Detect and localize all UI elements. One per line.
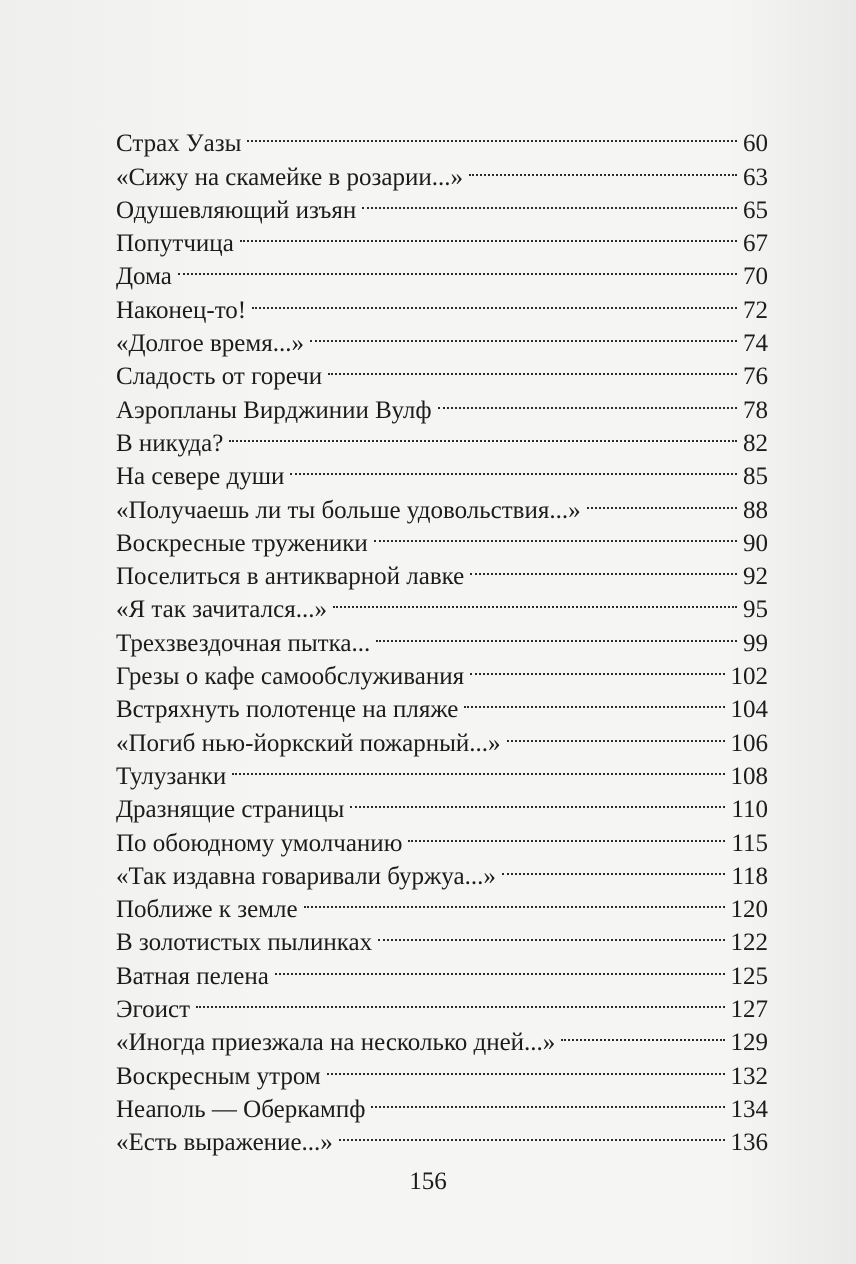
toc-entry-title: «Иногда приезжала на несколько дней...»	[116, 1029, 556, 1057]
toc-entry-page: 72	[743, 296, 768, 324]
toc-leader-dots	[240, 218, 737, 251]
toc-entry-page: 99	[743, 629, 768, 657]
toc-entry-page: 108	[730, 762, 768, 790]
toc-entry	[116, 118, 768, 158]
toc-leader-dots	[378, 917, 724, 950]
toc-entry	[116, 1017, 768, 1057]
toc-entry-page: 106	[730, 729, 768, 757]
toc-entry-title: Одушевляющий изъян	[116, 196, 357, 224]
toc-entry-title: Попутчица	[116, 230, 234, 258]
toc-leader-dots	[247, 118, 737, 151]
toc-leader-dots	[376, 617, 737, 650]
toc-entry-page: 122	[730, 929, 768, 957]
toc-leader-dots	[502, 851, 726, 884]
toc-entry-page: 78	[743, 396, 768, 424]
toc-entry-title: Дома	[116, 263, 172, 291]
toc-entry-title: Воскресные труженики	[116, 529, 368, 557]
toc-leader-dots	[374, 518, 737, 551]
table-of-contents	[116, 118, 768, 1157]
toc-leader-dots	[252, 284, 737, 317]
toc-entry-page: 60	[743, 130, 768, 158]
toc-leader-dots	[196, 984, 724, 1017]
toc-leader-dots	[469, 151, 737, 184]
toc-entry-title: «Так издавна говаривали буржуа...»	[116, 862, 496, 890]
toc-entry-title: Поближе к земле	[116, 896, 298, 924]
toc-entry-page: 63	[743, 163, 768, 191]
toc-entry-title: «Сижу на скамейке в розарии...»	[116, 163, 463, 191]
toc-leader-dots	[229, 418, 737, 451]
toc-entry-title: Дразнящие страницы	[116, 796, 345, 824]
toc-entry-page: 129	[730, 1029, 768, 1057]
toc-entry-page: 125	[730, 962, 768, 990]
toc-entry-title: Трехзвездочная пытка...	[116, 629, 371, 657]
toc-entry-page: 90	[743, 529, 768, 557]
toc-leader-dots	[438, 384, 737, 417]
toc-entry-page: 95	[743, 596, 768, 624]
toc-entry-title: Наконец-то!	[116, 296, 247, 324]
toc-entry-title: Неаполь — Оберкампф	[116, 1095, 366, 1123]
toc-leader-dots	[178, 251, 737, 284]
toc-leader-dots	[408, 817, 725, 850]
toc-entry-page: 102	[730, 663, 768, 691]
toc-entry-page: 120	[730, 896, 768, 924]
toc-entry-page: 136	[730, 1129, 768, 1157]
toc-entry-page: 65	[743, 196, 768, 224]
toc-leader-dots	[339, 1117, 725, 1150]
toc-entry-title: «Есть выражение...»	[116, 1129, 333, 1157]
toc-entry	[116, 251, 768, 291]
toc-entry-page: 110	[731, 796, 768, 824]
toc-entry-title: Эгоист	[116, 996, 191, 1024]
toc-entry-title: «Погиб нью-йоркский пожарный...»	[116, 729, 501, 757]
toc-entry-page: 74	[743, 330, 768, 358]
toc-entry-page: 134	[730, 1095, 768, 1123]
toc-entry-title: «Я так зачитался...»	[116, 596, 327, 624]
toc-entry-title: Ватная пелена	[116, 962, 269, 990]
toc-entry-title: По обоюдному умолчанию	[116, 829, 403, 857]
toc-leader-dots	[587, 484, 737, 517]
toc-entry-title: Сладость от горечи	[116, 363, 323, 391]
toc-entry-title: Грезы о кафе самообслуживания	[116, 663, 465, 691]
toc-leader-dots	[470, 551, 737, 584]
toc-entry-title: В золотистых пылинках	[116, 929, 373, 957]
toc-leader-dots	[362, 185, 737, 218]
toc-entry-title: В никуда?	[116, 429, 224, 457]
toc-entry-title: «Получаешь ли ты больше удовольствия...»	[116, 496, 581, 524]
toc-leader-dots	[328, 351, 737, 384]
toc-entry-page: 132	[730, 1062, 768, 1090]
toc-entry-page: 92	[743, 563, 768, 591]
toc-entry-title: «Долгое время...»	[116, 330, 304, 358]
toc-entry-page: 118	[731, 862, 768, 890]
toc-entry	[116, 984, 768, 1024]
toc-entry-page: 104	[730, 696, 768, 724]
toc-entry-title: Воскресным утром	[116, 1062, 321, 1090]
page-number: 156	[409, 1168, 447, 1195]
toc-entry-title: На севере души	[116, 463, 285, 491]
toc-leader-dots	[304, 884, 725, 917]
toc-entry-title: Тулузанки	[116, 762, 227, 790]
toc-leader-dots	[464, 684, 724, 717]
toc-leader-dots	[327, 1050, 725, 1083]
toc-entry-page: 82	[743, 429, 768, 457]
toc-leader-dots	[290, 451, 737, 484]
toc-entry-title: Страх Уазы	[116, 130, 242, 158]
toc-leader-dots	[275, 950, 725, 983]
toc-leader-dots	[561, 1017, 724, 1050]
toc-entry-title: Поселиться в антикварной лавке	[116, 563, 465, 591]
toc-leader-dots	[371, 1084, 724, 1117]
toc-leader-dots	[232, 751, 724, 784]
toc-entry-page: 67	[743, 230, 768, 258]
toc-entry-page: 115	[731, 829, 768, 857]
toc-leader-dots	[310, 318, 737, 351]
toc-leader-dots	[470, 651, 724, 684]
toc-entry	[116, 284, 768, 324]
toc-entry-page: 85	[743, 463, 768, 491]
toc-entry-page: 127	[730, 996, 768, 1024]
toc-leader-dots	[333, 584, 737, 617]
toc-leader-dots	[350, 784, 725, 817]
toc-entry-page: 88	[743, 496, 768, 524]
toc-entry-page: 76	[743, 363, 768, 391]
toc-entry-title: Аэропланы Вирджинии Вулф	[116, 396, 432, 424]
toc-leader-dots	[507, 717, 725, 750]
toc-entry-title: Встряхнуть полотенце на пляже	[116, 696, 459, 724]
toc-entry-page: 70	[743, 263, 768, 291]
